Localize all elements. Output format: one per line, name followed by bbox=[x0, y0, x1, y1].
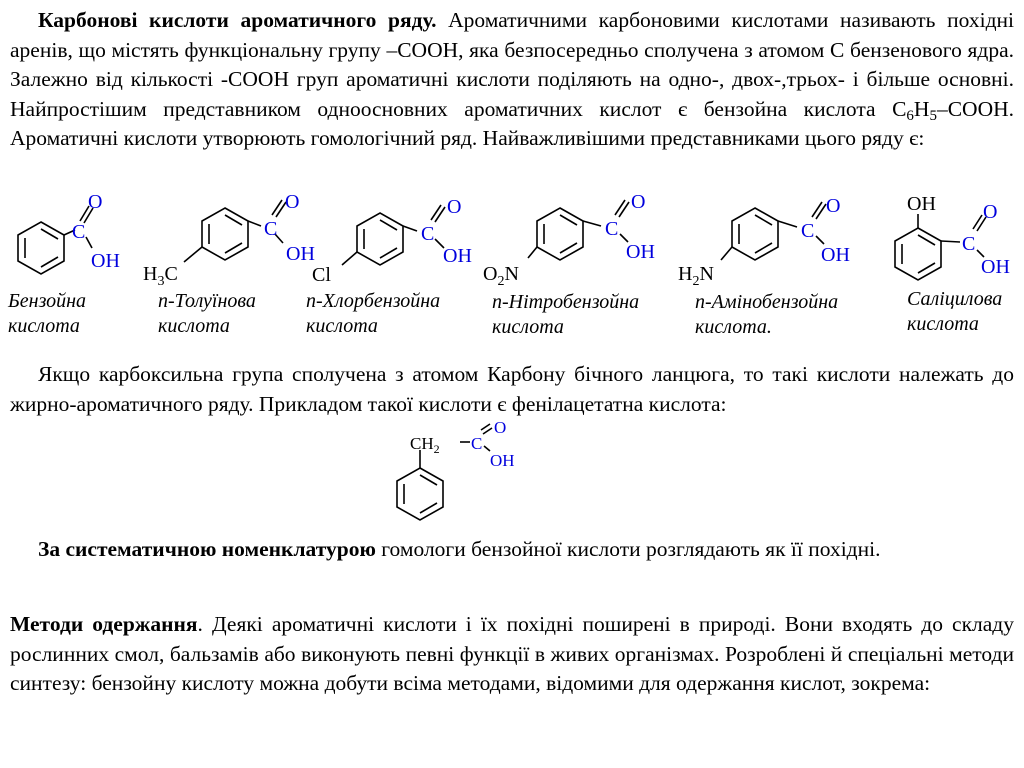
nomenclature-title: За систематичною номенклатурою bbox=[38, 537, 376, 561]
caption-salicylic-line2: кислота bbox=[907, 313, 979, 335]
hydroxyl-label: OH bbox=[981, 256, 1010, 278]
hydroxyl-label: OH bbox=[91, 250, 120, 272]
caption-aminobenzoic-line2: кислота bbox=[695, 316, 767, 338]
oxygen-label: O bbox=[447, 196, 462, 218]
caption-benzoic-line1: Бензойна bbox=[8, 290, 87, 312]
caption-toluic-line1: n-Толуїнова bbox=[158, 290, 256, 312]
carbon-label: C bbox=[72, 221, 86, 243]
caption-benzoic-line2: кислота bbox=[8, 315, 80, 337]
caption-salicylic bbox=[907, 287, 1002, 337]
intro-h: H bbox=[913, 96, 930, 121]
hydroxyl-label: OH bbox=[626, 241, 655, 263]
nomenclature-paragraph bbox=[10, 535, 1014, 565]
oxygen-label: O bbox=[494, 418, 507, 437]
nomenclature-text: гомологи бензойної кислоти розглядають як її похідні. bbox=[375, 537, 881, 561]
caption-toluic-line2: кислота bbox=[158, 315, 230, 337]
nitrobenzoic-acid-structure bbox=[480, 190, 680, 290]
carbon-label: C bbox=[801, 220, 815, 242]
phenylacetic-acid-structure bbox=[380, 420, 550, 530]
side-chain-paragraph: Якщо карбоксильна група сполучена з атомом Карбону бічного ланцюга, то такі кислоти належать до жирно-ароматичного ряду. Прикладом такої кислоти є фенілацетатна кислота: bbox=[10, 362, 1014, 416]
oxygen-label: O bbox=[631, 191, 646, 213]
salicylic-acid-structure bbox=[880, 190, 1024, 290]
nitro-label: $O_2N$ bbox=[483, 263, 519, 289]
carbon-label: C bbox=[962, 233, 976, 255]
methods-title: Методи одержання bbox=[10, 612, 198, 636]
methods-text: . Деякі ароматичні кислоти і їх похідні поширені в природі. Вони входять до складу рослинних смол, бальзамів або виконують певні функції в живих організмах. Розроблені й спеціальні методи синтезу: бензойну кислоту можна добути всіма методами, відомими для одержання кислот, зокрема: bbox=[10, 612, 1015, 695]
caption-chlorobenzoic bbox=[306, 289, 440, 339]
hydroxyl-label: OH bbox=[490, 451, 515, 470]
methyl-label: $H_3C$ bbox=[143, 263, 178, 289]
aminobenzoic-acid-structure bbox=[675, 190, 875, 290]
caption-aminobenzoic-line1: n-Амінобензойна bbox=[695, 291, 839, 313]
hydroxyl-label: OH bbox=[286, 243, 315, 265]
sub-6: 6 bbox=[906, 107, 914, 124]
methods-paragraph bbox=[10, 610, 1014, 699]
caption-chlorobenzoic-line2: кислота bbox=[306, 315, 378, 337]
carbon-label: C bbox=[421, 223, 435, 245]
intro-paragraph bbox=[10, 6, 1014, 154]
intro-text-end: –COOH. Ароматичні кислоти утворюють гомологічний ряд. Найважливішими представниками цього ряду є: bbox=[10, 96, 1014, 150]
oxygen-label: O bbox=[88, 191, 103, 213]
intro-text: Ароматичними карбоновими кислотами називають похідні аренів, що містять функціональну групу –СООН, яка безпосередньо сполучена з атомом С бензенового ядра. Залежно від кількості -СООН груп ароматичні кислоти поділяють на одно-, двох-,трьох- і більше основні. Найпростішим представником одноосновних ароматичних кислот є бензойна кислота C bbox=[10, 8, 1014, 121]
methylene-label: $CH_2$ bbox=[410, 434, 440, 456]
caption-toluic bbox=[158, 289, 256, 339]
caption-benzoic bbox=[8, 289, 86, 339]
carbon-label: C bbox=[264, 218, 278, 240]
caption-chlorobenzoic-line1: n-Хлорбензойна bbox=[306, 290, 441, 312]
oxygen-label: O bbox=[983, 201, 998, 223]
hydroxyl-label: OH bbox=[443, 245, 472, 267]
caption-nitrobenzoic-line2: кислота bbox=[492, 316, 564, 338]
phenol-hydroxyl-label: OH bbox=[907, 193, 936, 215]
caption-nitrobenzoic-line1: n-Нітробензойна bbox=[492, 291, 640, 313]
amino-label: $H_2N$ bbox=[678, 263, 714, 289]
oxygen-label: O bbox=[285, 191, 300, 213]
benzoic-acid-structure bbox=[0, 190, 150, 290]
chlorine-label: Cl bbox=[312, 264, 331, 286]
intro-title: Карбонові кислоти ароматичного ряду. bbox=[38, 8, 437, 32]
caption-salicylic-line1: Саліцилова bbox=[907, 288, 1003, 310]
hydroxyl-label: OH bbox=[821, 244, 850, 266]
chlorobenzoic-acid-structure bbox=[300, 195, 500, 295]
caption-nitrobenzoic bbox=[492, 290, 639, 340]
sub-5: 5 bbox=[929, 107, 937, 124]
oxygen-label: O bbox=[826, 195, 841, 217]
caption-aminobenzoic: n-Амінобензойна кислота. bbox=[695, 291, 839, 338]
carbon-label: C bbox=[471, 434, 483, 453]
carbon-label: C bbox=[605, 218, 619, 240]
